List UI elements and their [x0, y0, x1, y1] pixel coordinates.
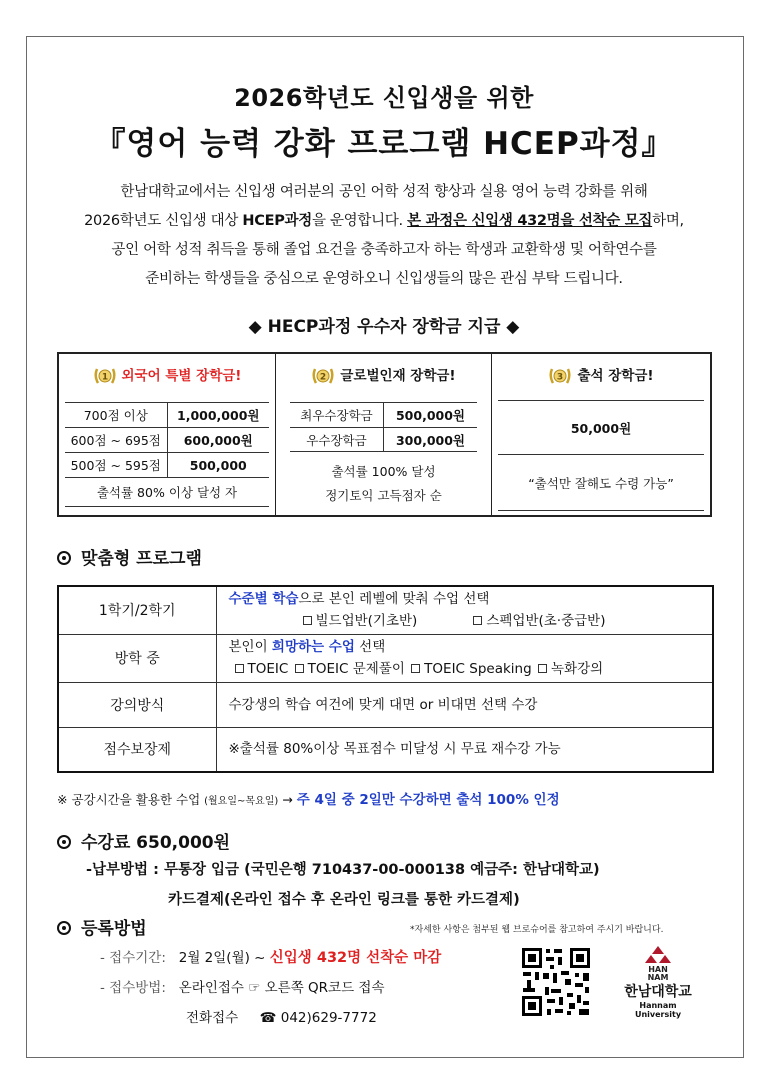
- program-table: [57, 585, 714, 773]
- logo-name: 한남대학교: [624, 984, 692, 1000]
- program-row: [58, 586, 713, 634]
- divider: [498, 510, 704, 511]
- attendance-note: “출석만 잘해도 수령 가능”: [528, 476, 674, 491]
- scholarship-table: [57, 352, 712, 517]
- scholarship-head: 2 글로벌인재 장학금!: [276, 364, 491, 387]
- award-condition-1: 출석률 100% 달성: [331, 464, 436, 479]
- scholarship-col-global-talent: [276, 354, 492, 515]
- schedule-note: ※ 공강시간을 활용한 수업 (월요일~목요일) → 주 4일 중 2일만 수강하면 출석 100% 인정: [57, 792, 560, 808]
- payment-method: [86, 855, 600, 915]
- program-content: 본인이 희망하는 수업 선택 TOEIC TOEIC 문제풀이 TOEIC Speaking 녹화강의: [216, 634, 713, 682]
- scholarship-head: 1 외국어 특별 장학금!: [59, 364, 275, 387]
- medal-icon: [311, 365, 335, 387]
- scholarship-head: 3 출석 장학금!: [492, 364, 710, 387]
- scholarship-col-attendance: [492, 354, 710, 515]
- register-section-title: 등록방법: [57, 914, 147, 939]
- intro-line-1: 한남대학교에서는 신입생 여러분의 공인 어학 성적 향상과 실용 영어 능력 강화를 위해: [120, 184, 648, 200]
- register-phone: 전화접수 ☎ 042)629-7772: [186, 1010, 377, 1026]
- program-content: 수강생의 학습 여건에 맞게 대면 or 비대면 선택 수강: [216, 682, 713, 727]
- score-rows: [65, 402, 269, 507]
- score-row: 600점 ~ 695점 600,000원: [65, 427, 269, 452]
- score-row: 700점 이상 1,000,000원: [65, 402, 269, 427]
- payment-line-1: -납부방법 : 무통장 입금 (국민은행 710437-00-000138 예금주: 한남대학교): [86, 862, 600, 878]
- svg-text:NAM: NAM: [647, 973, 669, 981]
- circle-bullet-icon: [57, 921, 71, 935]
- checkbox-icon: [473, 616, 482, 625]
- payment-line-2: 카드결제(온라인 접수 후 온라인 링크를 통한 카드결제): [168, 892, 520, 908]
- title-line-1: 2026학년도 신입생을 위한: [234, 84, 534, 112]
- intro-line-4: 준비하는 학생들을 중심으로 운영하오니 신입생들의 많은 관심 부탁 드립니다.: [145, 271, 623, 287]
- svg-text:1: 1: [101, 372, 108, 383]
- qr-code-icon[interactable]: [521, 947, 591, 1017]
- intro-paragraph: [50, 178, 718, 294]
- program-content: 수준별 학습으로 본인 레벨에 맞춰 수업 선택 빌드업반(기초반) 스펙업반(초·중급반): [216, 586, 713, 634]
- register-footnote: *자세한 사항은 첨부된 웹 브로슈어를 참고하여 주시기 바랍니다.: [410, 925, 664, 935]
- scholarship-col-foreign-language: [59, 354, 276, 515]
- logo-mark: [638, 945, 678, 981]
- logo-english-name: Hannam University: [634, 1001, 682, 1019]
- program-label: 방학 중: [58, 634, 216, 682]
- score-row: 500점 ~ 595점 500,000: [65, 452, 269, 477]
- divider: [498, 400, 704, 401]
- medal-icon: [93, 365, 117, 387]
- scholarship-title: ◆ HECP과정 우수자 장학금 지급 ◆: [248, 317, 520, 337]
- program-row: [58, 727, 713, 772]
- program-content: ※출석률 80%이상 목표점수 미달성 시 무료 재수강 가능: [216, 727, 713, 772]
- award-row: 최우수장학금 500,000원: [290, 402, 477, 427]
- intro-line-3: 공인 어학 성적 취득을 통해 졸업 요건을 충족하고자 하는 학생과 교환학생 및 어학연수를: [111, 242, 657, 258]
- intro-line-2: 2026학년도 신입생 대상 HCEP과정을 운영합니다. 본 과정은 신입생 432명을 선착순 모집하며,: [84, 213, 684, 229]
- university-logo: [618, 945, 698, 1020]
- award-rows: [290, 402, 477, 452]
- checkbox-icon: [538, 664, 547, 673]
- program-section-title: 맞춤형 프로그램: [57, 544, 202, 569]
- program-label: 강의방식: [58, 682, 216, 727]
- checkbox-icon: [303, 616, 312, 625]
- register-method: - 접수방법: 온라인접수 ☞ 오른쪽 QR코드 접속: [100, 980, 385, 996]
- medal-icon: [548, 365, 572, 387]
- checkbox-icon: [295, 664, 304, 673]
- award-condition-2: 정기토익 고득점자 순: [325, 488, 442, 503]
- svg-text:3: 3: [557, 372, 564, 383]
- circle-bullet-icon: [57, 835, 71, 849]
- svg-text:HAN: HAN: [648, 965, 668, 974]
- checkbox-icon: [411, 664, 420, 673]
- award-row: 우수장학금 300,000원: [290, 427, 477, 452]
- svg-text:2: 2: [320, 372, 327, 383]
- register-period: - 접수기간: 2월 2일(월) ~ 신입생 432명 선착순 마감: [100, 950, 442, 966]
- program-label: 1학기/2학기: [58, 586, 216, 634]
- program-row: [58, 682, 713, 727]
- divider: [498, 454, 704, 455]
- program-label: 점수보장제: [58, 727, 216, 772]
- circle-bullet-icon: [57, 551, 71, 565]
- attendance-amount: 50,000원: [570, 421, 632, 436]
- fee-section-title: 수강료 650,000원: [57, 828, 230, 853]
- program-row: [58, 634, 713, 682]
- checkbox-icon: [235, 664, 244, 673]
- score-condition: 출석률 80% 이상 달성 자: [65, 477, 269, 507]
- title-line-2: 『영어 능력 강화 프로그램 HCEP과정』: [94, 126, 674, 162]
